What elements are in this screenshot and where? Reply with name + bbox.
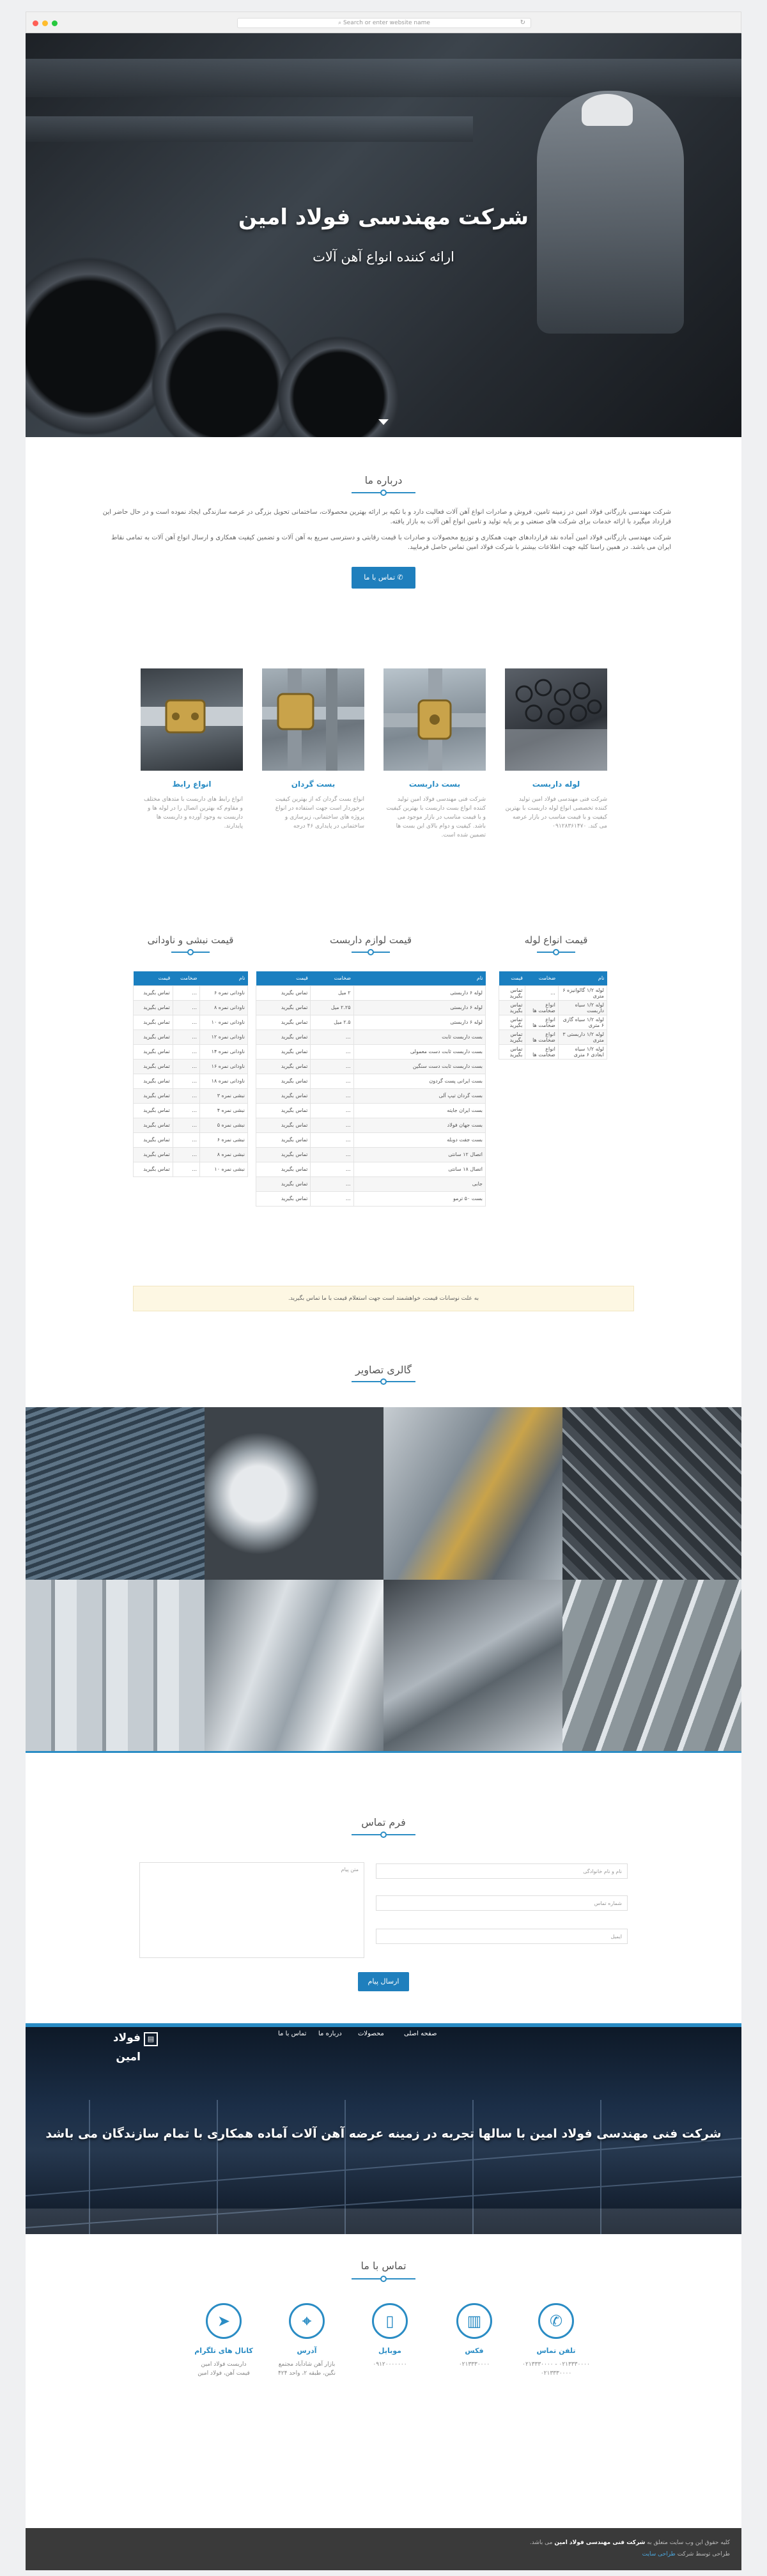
about-paragraph-1: شرکت مهندسی بازرگانی فولاد امین در زمینه تامین، فروش و صادرات انواع آهن آلات فعالیت دارد و با تکیه بر ارائه بهترین محصولات، ساختمانی تحویل بزرگی در عرصه سازندگی ایجاد نموده است و در حال حاضر این قرارداد میگیرد با ارائه خدمات برای شرکت های صنعتی و بر پایه تولید و تامین انواع آهن آلات به بازار یافته. [102,509,671,525]
contact-label: آدرس [297,2347,317,2355]
contact-value: بازار آهن شادآباد مجتمع نگین، طبقه ۲، واحد ۴۲۴ [277,2361,336,2377]
product-image [262,668,364,771]
copyright-prefix: کلیه حقوق این وب سایت متعلق به [647,2540,730,2546]
contact-mobile [348,2303,431,2369]
mobile-icon: ▯ [372,2303,408,2339]
table-cell: بست جفت دوبله [353,1132,485,1147]
accessories-table-title: قیمت لوازم داربست [329,934,412,946]
table-header-cell: قیمت [134,971,173,985]
table-cell: تماس بگیرید [256,1147,311,1162]
table-cell: ... [173,1088,199,1103]
designer-link[interactable]: طراحی سایت [642,2551,676,2557]
table-row [256,1015,486,1030]
table-row [256,1176,486,1191]
product-name: لوله داربست [532,780,580,789]
table-row [134,1118,248,1132]
contact-label: کانال های تلگرام [194,2347,253,2355]
table-cell: اتصال ۱۸ سانتی [353,1162,485,1176]
table-row [256,1074,486,1088]
nav-about[interactable]: درباره ما [318,2030,342,2037]
table-header-cell: نام [200,971,248,985]
product-card[interactable] [505,668,607,831]
product-card[interactable] [262,668,364,831]
table-row [256,1044,486,1059]
gallery-image[interactable] [384,1407,562,1580]
table-cell: تماس بگیرید [256,1176,311,1191]
table-cell: تماس بگیرید [499,1030,525,1044]
contact-form-title: فرم تماس [361,1816,406,1828]
table-cell: نبشی نمره ۶ [200,1132,248,1147]
table-cell: ... [311,1147,353,1162]
table-cell: تماس بگیرید [134,1147,173,1162]
table-header-cell: قیمت [256,971,311,985]
site-footer [26,2528,741,2570]
table-row [134,1147,248,1162]
table-cell: ناودانی نمره ۱۸ [200,1074,248,1088]
accessories-price-table [256,971,486,1207]
table-cell: ... [311,1118,353,1132]
table-cell: لوله ۱/۲ سیاه ابعادی ۶ متری [558,1044,607,1059]
table-cell: تماس بگیرید [256,1191,311,1206]
table-cell: ناودانی نمره ۱۶ [200,1059,248,1074]
table-cell: لوله ۱/۲ سیاه گازی ۶ متری [558,1015,607,1030]
table-cell: تماس بگیرید [134,985,173,1000]
table-row [134,1044,248,1059]
copyright-company: شرکت فنی مهندسی فولاد امین [554,2540,646,2546]
reload-icon[interactable]: ↻ [520,19,525,26]
table-cell: ... [173,1132,199,1147]
table-row [256,1088,486,1103]
table-cell: ... [311,1132,353,1147]
product-image [505,668,607,771]
table-cell: ... [311,1030,353,1044]
rails-divider [171,950,210,955]
minimize-window-icon[interactable] [42,20,48,26]
table-cell: ... [173,1162,199,1176]
table-cell: تماس بگیرید [256,1059,311,1074]
table-cell: ... [173,1044,199,1059]
table-row [134,1088,248,1103]
table-cell: انواع ضخامت ها [525,1030,558,1044]
table-cell: ... [311,1176,353,1191]
table-cell: تماس بگیرید [134,1030,173,1044]
contact-label: موبایل [378,2347,401,2355]
about-divider [352,490,415,495]
table-cell: بست داربست ثابت دست معمولی [353,1044,485,1059]
nav-contact[interactable]: تماس با ما [278,2030,307,2037]
copyright-suffix: می باشد. [529,2540,553,2546]
table-row [256,1147,486,1162]
designer-line [37,2549,730,2560]
table-row [134,1162,248,1176]
pipes-price-table [499,971,607,1060]
gallery-image[interactable] [384,1580,562,1752]
pipes-table-title: قیمت انواع لوله [524,934,588,946]
address-bar[interactable] [237,18,531,28]
table-cell: تماس بگیرید [499,1044,525,1059]
product-description: انواع بست گردان که از بهترین کیفیت برخوردار است جهت استفاده در انواع پروژه های ساختمانی، زیرسازی و ساختمانی در پایداری ۴۶ درجه [275,796,364,829]
table-row [256,1059,486,1074]
table-cell: ... [173,1074,199,1088]
table-cell: اتصال ۱۲ سانتی [353,1147,485,1162]
contact-form-divider [352,1832,415,1837]
table-cell: ... [311,1044,353,1059]
table-cell: نبشی نمره ۳ [200,1088,248,1103]
table-cell: نبشی نمره ۴ [200,1103,248,1118]
footer-banner [26,2023,741,2234]
table-row [134,1103,248,1118]
gallery-bottom-border [26,1751,741,1753]
table-row [134,1030,248,1044]
product-card[interactable] [141,668,243,831]
table-row [256,1000,486,1015]
table-row [499,1030,607,1044]
table-cell: انواع ضخامت ها [525,1000,558,1015]
table-row [256,1132,486,1147]
maximize-window-icon[interactable] [52,20,58,26]
table-row [256,985,486,1000]
table-cell: تماس بگیرید [134,1074,173,1088]
table-cell: تماس بگیرید [134,1000,173,1015]
table-cell: ... [173,1103,199,1118]
table-row [134,1015,248,1030]
product-name: بست گردان [291,780,336,789]
table-cell: تماس بگیرید [134,1103,173,1118]
table-cell: لوله ۶ داربستی [353,985,485,1000]
designer-prefix: طراحی توسط شرکت [677,2551,730,2557]
rails-price-table [133,971,248,1177]
table-cell: ... [311,1059,353,1074]
browser-toolbar [26,12,741,33]
table-cell: بست جهان فولاد [353,1118,485,1132]
nav-products[interactable]: محصولات [358,2030,384,2037]
table-row [256,1191,486,1206]
table-cell: لوله ۶ داربستی [353,1000,485,1015]
table-cell: ۲.۲۵ میل [311,1000,353,1015]
table-cell: تماس بگیرید [134,1118,173,1132]
table-cell: ... [173,1059,199,1074]
table-cell: بست ایرانی پست گردون [353,1074,485,1088]
table-row [499,985,607,1000]
table-cell: لوله ۱/۲ گالوانیزه ۶ متری [558,985,607,1000]
contact-value: داربست فولاد امین قیمت آهن، فولاد امین [198,2361,250,2377]
contact-label: فکس [465,2347,484,2355]
gallery-image[interactable] [562,1580,741,1752]
email-input[interactable]: ایمیل [376,1929,628,1944]
gallery-image[interactable] [205,1580,384,1752]
contact-label: تلفن تماس [536,2347,576,2355]
table-cell: لوله ۱/۲ داربستی ۳ متری [558,1030,607,1044]
accessories-divider [352,950,390,955]
table-cell: ناودانی نمره ۸ [200,1000,248,1015]
table-cell: بست گردان تیپ آلی [353,1088,485,1103]
table-cell: تماس بگیرید [134,1088,173,1103]
table-cell: ... [173,1030,199,1044]
table-cell: تماس بگیرید [499,1015,525,1030]
table-cell: ... [311,1162,353,1176]
table-cell: تماس بگیرید [499,1000,525,1015]
address-placeholder: Search or enter website name [343,20,430,26]
table-cell: تماس بگیرید [256,1103,311,1118]
table-cell: ناودانی نمره ۱۴ [200,1044,248,1059]
product-card[interactable] [384,668,486,840]
table-cell: لوله ۶ داربستی [353,1015,485,1030]
table-cell: نبشی نمره ۸ [200,1147,248,1162]
contact-telegram[interactable] [182,2303,265,2378]
table-cell: جابی [353,1176,485,1191]
table-row [256,1103,486,1118]
product-description: شرکت فنی مهندسی فولاد امین تولید کننده تخصصی انواع لوله داربست با بهترین کیفیت و با قیمت مناسب در بازار عرضه می کند. ۰۹۱۲۸۳۶۱۴۷۰ [505,796,607,829]
table-cell: ... [311,1191,353,1206]
table-cell: ... [311,1074,353,1088]
table-cell: تماس بگیرید [134,1044,173,1059]
about-title: درباره ما [364,474,403,486]
table-header-cell: ضخامت [311,971,353,985]
table-cell: ناودانی نمره ۱۲ [200,1030,248,1044]
table-cell: تماس بگیرید [256,1015,311,1030]
gallery-image[interactable] [562,1407,741,1580]
table-cell: ... [311,1103,353,1118]
table-row [134,1059,248,1074]
table-cell: ... [173,1118,199,1132]
contact-phone [515,2303,598,2378]
table-row [499,1015,607,1030]
table-row [256,1162,486,1176]
contact-info-title: تماس با ما [360,2260,407,2272]
table-row [134,1074,248,1088]
table-cell: نبشی نمره ۱۰ [200,1162,248,1176]
gallery-image[interactable] [205,1407,384,1580]
contact-us-label: تماس با ما [364,573,396,582]
close-window-icon[interactable] [33,20,38,26]
fax-icon: ▥ [456,2303,492,2339]
about-paragraph-2: شرکت مهندسی بازرگانی فولاد امین آماده نقد قراردادهای جهت همکاری و توزیع محصولات و صادرات با قیمت رقابتی و دسترسی سریع به آهن آلات و تضمین کیفیت همکاری و ارسال انواع آهن آلات به تمامی نقاط ایران می باشد. در همین راستا کلیه جهت اطلاعات بیشتر با شرکت فولاد امین تماس حاصل فرمایید. [111,534,671,551]
table-cell: نبشی نمره ۵ [200,1118,248,1132]
table-cell: بست ۵۰ ترمو [353,1191,485,1206]
table-cell: تماس بگیرید [256,1088,311,1103]
telegram-icon[interactable]: ➤ [206,2303,242,2339]
table-header-cell: ضخامت [173,971,199,985]
table-header-cell: ضخامت [525,971,558,985]
table-cell: انواع ضخامت ها [525,1015,558,1030]
table-cell: بست داربست ثابت [353,1030,485,1044]
table-cell: بست ایران جایته [353,1103,485,1118]
table-row [134,985,248,1000]
table-cell: لوله ۱/۲ سیاه داربست [558,1000,607,1015]
contact-info-divider [352,2276,415,2281]
table-cell: تماس بگیرید [134,1132,173,1147]
contact-us-button[interactable] [352,567,415,589]
table-cell: تماس بگیرید [134,1059,173,1074]
footer-logo-text[interactable]: فولاد امین [112,2032,141,2063]
table-row [499,1044,607,1059]
gallery-image[interactable] [26,1580,205,1752]
table-cell: ناودانی نمره ۶ [200,985,248,1000]
table-cell: تماس بگیرید [256,1074,311,1088]
contact-address [265,2303,348,2378]
table-cell: تماس بگیرید [256,1118,311,1132]
table-cell: ... [173,1147,199,1162]
table-cell: ... [311,1088,353,1103]
hero-title: شرکت مهندسی فولاد امین [238,204,529,230]
table-header-cell: نام [353,971,485,985]
table-header-cell: نام [558,971,607,985]
scroll-down-icon[interactable] [378,419,389,425]
contact-fax [433,2303,516,2369]
hero-banner [26,33,741,437]
gallery-title: گالری تصاویر [355,1364,412,1376]
phone-icon: ✆ [395,573,403,582]
table-row [256,1118,486,1132]
gallery-divider [352,1379,415,1384]
page [26,33,741,2570]
gallery-grid [26,1407,741,1752]
product-image [141,668,243,771]
table-cell: تماس بگیرید [256,1044,311,1059]
logo-icon: ▤ [144,2032,158,2046]
table-row [134,1000,248,1015]
product-image [384,668,486,771]
message-textarea[interactable]: متن پیام [139,1862,364,1958]
table-cell: ۲ میل [311,985,353,1000]
table-cell: ۲.۵ میل [311,1015,353,1030]
table-cell: تماس بگیرید [499,985,525,1000]
table-row [256,1030,486,1044]
table-header-cell: قیمت [499,971,525,985]
gallery-image[interactable] [26,1407,205,1580]
table-row [134,1132,248,1147]
footer-slogan: شرکت فنی مهندسی فولاد امین با سالها تجربه در زمینه عرضه آهن آلات آماده همکاری با تمام سازندگان می باشد [45,2127,722,2141]
location-icon: ⌖ [289,2303,325,2339]
contact-value: ۰۲۱۳۳۳۰۰۰۰ [458,2361,490,2368]
contact-value: ۰۲۱۳۳۳۰۰۰۰ - ۰۲۱۳۳۳۰۰۰۰ ۰۲۱۳۳۳۰۰۰۰ [522,2361,590,2377]
phone-icon: ✆ [538,2303,574,2339]
nav-home[interactable]: صفحه اصلی [404,2030,437,2037]
price-note: به علت نوسانات قیمت، خواهشمند است جهت استعلام قیمت با ما تماس بگیرید. [133,1286,634,1311]
table-cell: ناودانی نمره ۱۰ [200,1015,248,1030]
contact-value: ۰۹۱۲۰۰۰۰۰۰۰ [373,2361,407,2368]
table-cell: تماس بگیرید [256,1030,311,1044]
table-cell: تماس بگیرید [256,1162,311,1176]
table-cell: انواع ضخامت ها [525,1044,558,1059]
rails-table-title: قیمت نبشی و ناودانی [147,934,234,946]
table-cell: ... [173,985,199,1000]
table-cell: تماس بگیرید [256,1000,311,1015]
search-icon: ⌕ [338,20,343,26]
phone-input[interactable]: شماره تماس [376,1895,628,1911]
copyright-line [37,2537,730,2549]
product-name: انواع رابط [172,780,212,789]
product-name: بست داربست [408,780,461,789]
table-cell: بست داربست ثابت دست سنگین [353,1059,485,1074]
table-cell: ... [173,1000,199,1015]
product-description: انواع رابط های داربست با متدهای مختلف و مقاوم که بهترین اتصال را در لوله ها و داربست به وجود آورده و داربست ها پایدارند. [143,796,243,829]
table-cell: تماس بگیرید [134,1162,173,1176]
table-cell: تماس بگیرید [256,985,311,1000]
hero-subtitle: ارائه کننده انواع آهن آلات [313,249,454,265]
table-cell: ... [525,985,558,1000]
product-description: شرکت فنی مهندسی فولاد امین تولید کننده انواع بست داربست با بهترین کیفیت و با قیمت مناسب در بازار موجود می باشد. کیفیت و دوام بالای این بست ها تضمین شده است. [386,796,486,838]
table-cell: تماس بگیرید [134,1015,173,1030]
name-input[interactable]: نام و نام خانوادگی [376,1863,628,1879]
submit-button[interactable]: ارسال پیام [358,1972,409,1991]
table-row [499,1000,607,1015]
table-cell: ... [173,1015,199,1030]
pipes-divider [537,950,575,955]
table-cell: تماس بگیرید [256,1132,311,1147]
